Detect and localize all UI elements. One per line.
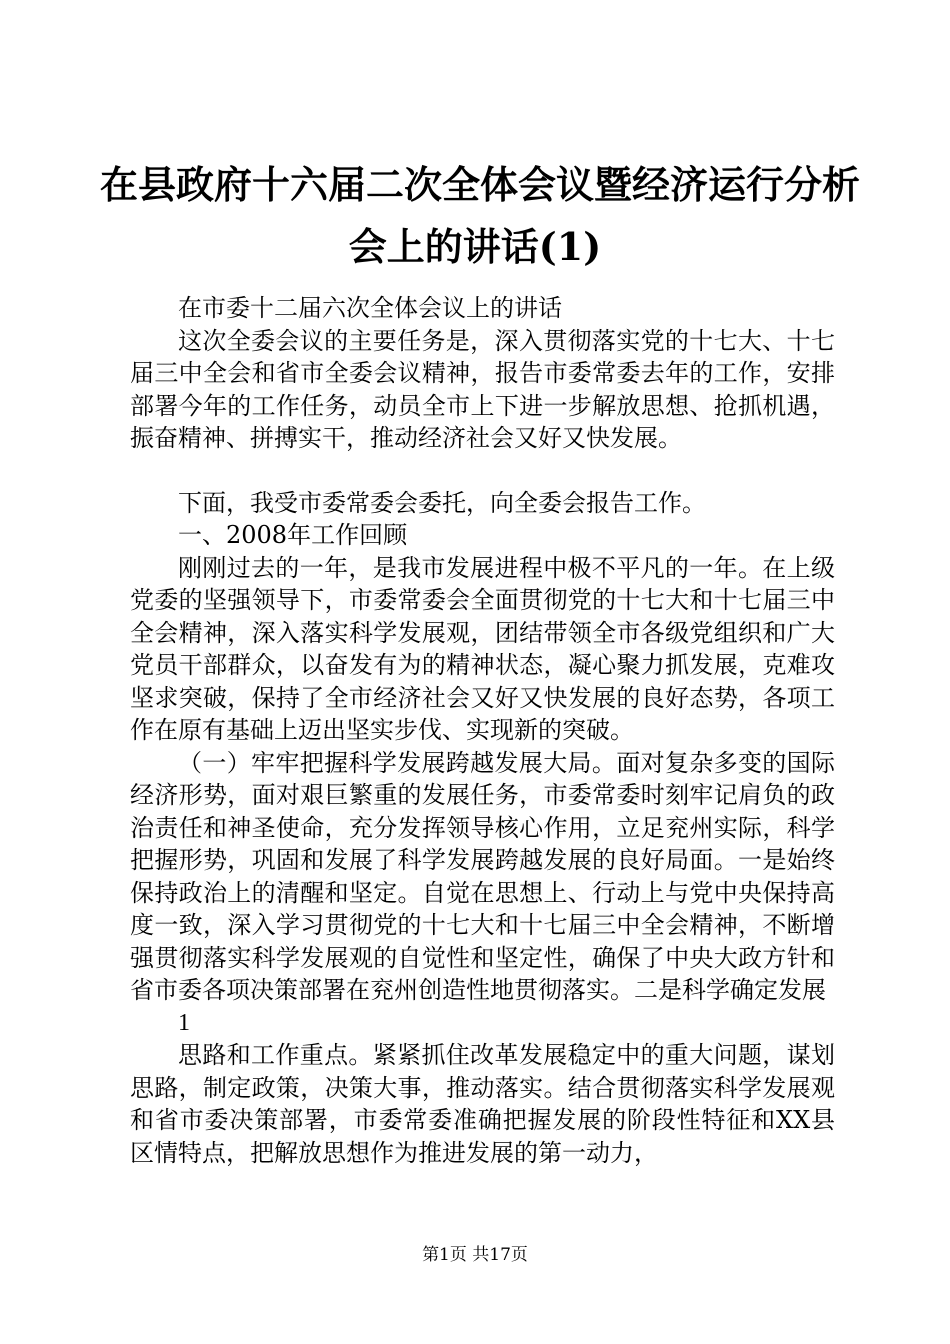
paragraph-report: 下面，我受市委常委会委托，向全委会报告工作。: [178, 488, 706, 517]
paragraph-continuation: 思路和工作重点。紧紧抓住改革发展稳定中的重大问题，谋划思路，制定政策，决策大事，推动落实。结合贯彻落实科学发展观和省市委决策部署，市委常委准确把握发展的阶段性特征和XX县区情特点，把解放思想作为推进发展的第一动力，: [130, 1041, 835, 1167]
paragraph-review: 刚刚过去的一年，是我市发展进程中极不平凡的一年。在上级党委的坚强领导下，市委常委会全面贯彻党的十七大和十七届三中全会精神，深入落实科学发展观，团结带领全市各级党组织和广大党员干部群众，以奋发有为的精神状态，凝心聚力抓发展，克难攻坚求突破，保持了全市经济社会又好又快发展的良好态势，各项工作在原有基础上迈出坚实步伐、实现新的突破。: [130, 553, 835, 744]
document-body: [130, 292, 835, 1169]
page-footer: 第1页 共17页: [422, 1245, 528, 1265]
section-heading: 一、2008年工作回顾: [178, 521, 408, 549]
paragraph-section-one: （一）牢牢把握科学发展跨越发展大局。面对复杂多变的国际经济形势，面对艰巨繁重的发展任务，市委常委时刻牢记肩负的政治责任和神圣使命，充分发挥领导核心作用，立足兖州实际，科学把握形势，巩固和发展了科学发展跨越发展的良好局面。一是始终保持政治上的清醒和坚定。自觉在思想上、行动上与党中央保持高度一致，深入学习贯彻党的十七大和十七届三中全会精神，不断增强贯彻落实科学发展观的自觉性和坚定性，确保了中央大政方针和省市委各项决策部署在兖州创造性地贯彻落实。二是科学确定发展: [130, 748, 835, 1004]
document-title-line-1: 在县政府十六届二次全体会议暨经济运行分析: [100, 162, 861, 207]
inline-page-number: 1: [178, 1009, 190, 1036]
paragraph-subtitle: 在市委十二届六次全体会议上的讲话: [178, 294, 562, 322]
paragraph-intro: 这次全委会议的主要任务是，深入贯彻落实党的十七大、十七届三中全会和省市全委会议精神，报告市委常委去年的工作，安排部署今年的工作任务，动员全市上下进一步解放思想、抢抓机遇，振奋精神、拼搏实干，推动经济社会又好又快发展。: [130, 326, 835, 452]
document-title-line-2: 会上的讲话(1): [348, 224, 602, 269]
